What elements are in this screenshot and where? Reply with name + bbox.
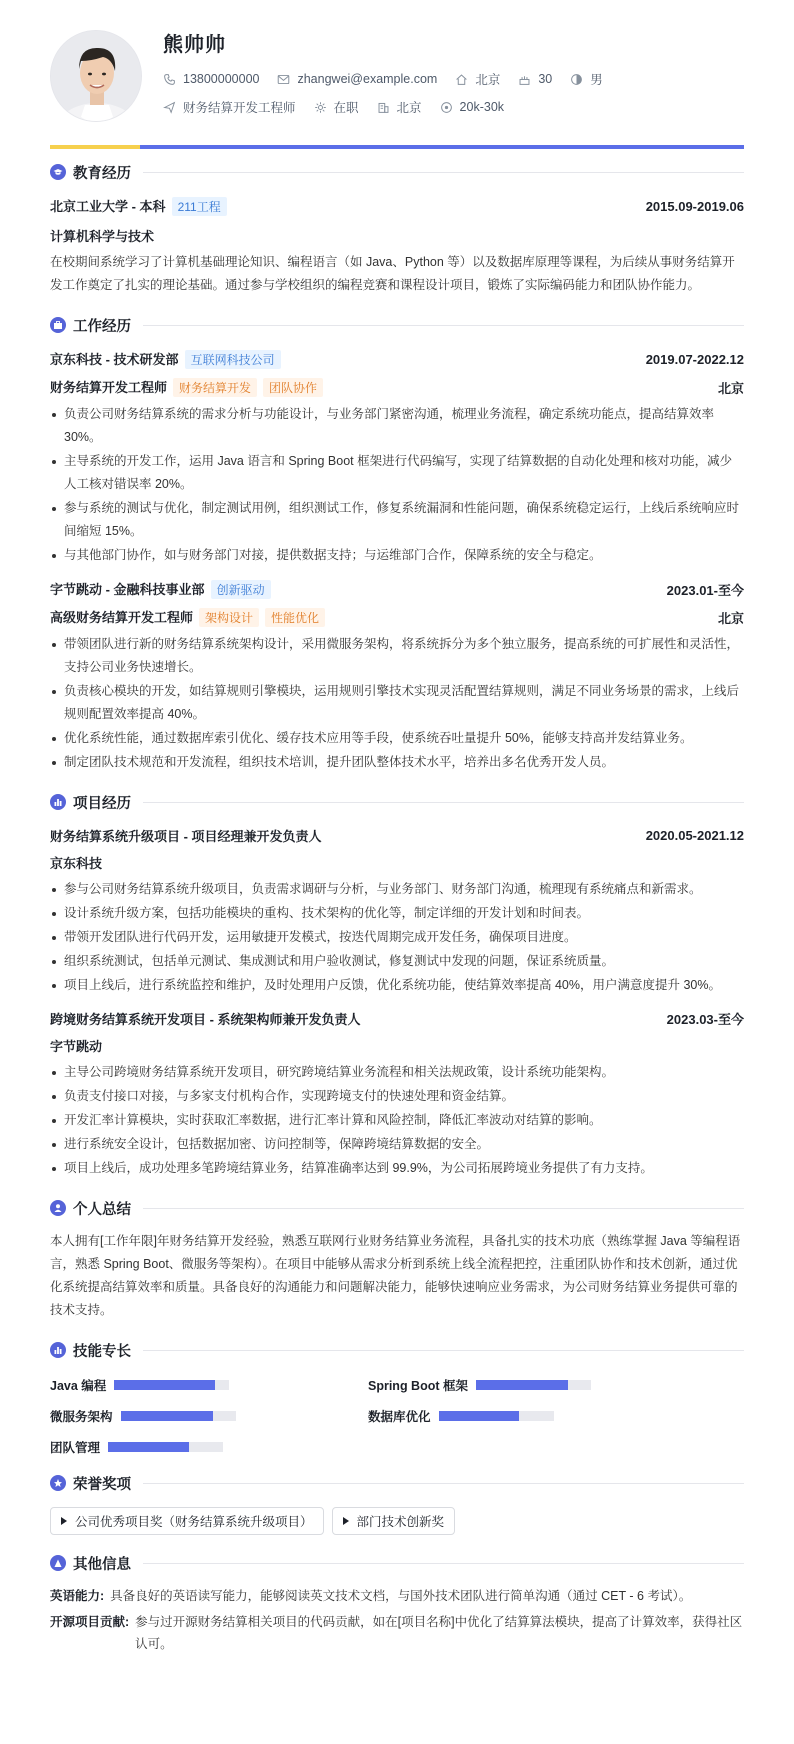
award-item <box>332 1507 456 1535</box>
work-date: 2023.01-至今 <box>666 582 744 598</box>
section-skills-title <box>50 1338 744 1362</box>
info-icon <box>50 1555 66 1571</box>
skill-label: 微服务架构 <box>50 1409 113 1424</box>
salary-text: 20k-30k <box>459 100 505 114</box>
skill-level-track <box>121 1411 236 1421</box>
education-header-row <box>50 196 744 216</box>
awards-list <box>50 1507 744 1535</box>
role-tag: 财务结算开发 <box>173 378 257 397</box>
status-text: 在职 <box>333 101 359 115</box>
award-label: 公司优秀项目奖（财务结算系统升级项目） <box>75 1515 313 1529</box>
summary-text: 本人拥有[工作年限]年财务结算开发经验，熟悉互联网行业财务结算业务流程，具备扎实的技术功底（熟练掌握 Java 等编程语言，熟悉 Spring Boot、微服务等架构）。在项目中能够从需求分析到系统上线全流程把控，注重团队协作和技术创新，通过优化系统提高结算效率和质量。具备良好的沟通能力和问题解决能力，能够快速响应业务需求，为公司财务结算业务提供可靠的技术支持。 <box>50 1234 741 1317</box>
work-date: 2019.07-2022.12 <box>645 351 744 367</box>
phone-text: 13800000000 <box>183 72 260 86</box>
project-org: 京东科技 <box>50 856 103 871</box>
section-label: 项目经历 <box>73 795 131 812</box>
section-divider <box>143 1350 744 1351</box>
work-company: 字节跳动 - 金融科技事业部 <box>50 582 205 597</box>
project-bullets <box>50 1061 744 1180</box>
other-info-label: 英语能力: <box>50 1589 105 1603</box>
work-entry <box>50 349 744 567</box>
education-school: 北京工业大学 - 本科 <box>50 199 166 214</box>
section-divider <box>143 172 744 173</box>
project-date: 2023.03-至今 <box>666 1012 744 1027</box>
other-info-text: 参与过开源财务结算相关项目的代码贡献，如在[项目名称]中优化了结算算法模块，提高了计算效率，获得社区认可。 <box>135 1615 743 1651</box>
project-header-row <box>50 826 744 845</box>
education-tag: 211工程 <box>172 197 227 216</box>
city-text: 北京 <box>475 73 501 87</box>
bullet-item: 开发汇率计算模块，实时获取汇率数据，进行汇率计算和风险控制，降低汇率波动对结算的影响。 <box>50 1109 744 1132</box>
award-item <box>50 1507 324 1535</box>
target-city-text: 北京 <box>396 101 422 115</box>
skill-level-track <box>114 1380 229 1390</box>
header-divider-bar <box>50 145 744 149</box>
project-title: 财务结算系统升级项目 - 项目经理兼开发负责人 <box>50 829 322 844</box>
contact-row <box>163 70 621 88</box>
briefcase-icon <box>50 317 66 333</box>
salary-item <box>440 100 504 114</box>
bullet-item: 参与公司财务结算系统升级项目，负责需求调研与分析，与业务部门、财务部门沟通，梳理现有系统痛点和新需求。 <box>50 878 744 901</box>
bullet-item: 负责公司财务结算系统的需求分析与功能设计，与业务部门紧密沟通，梳理业务流程，确定系统功能点，提高结算效率 30%。 <box>50 403 744 449</box>
phone-item <box>163 72 259 86</box>
work-bullets <box>50 633 744 774</box>
age-text: 30 <box>538 72 553 86</box>
bullet-item: 组织系统测试，包括单元测试、集成测试和用户验收测试，修复测试中发现的问题，保证系统质量。 <box>50 950 744 973</box>
section-divider <box>143 325 744 326</box>
bullet-item: 带领开发团队进行代码开发，运用敏捷开发模式，按迭代周期完成开发任务，确保项目进度。 <box>50 926 744 949</box>
bullet-item: 参与系统的测试与优化，制定测试用例，组织测试工作，修复系统漏洞和性能问题，确保系统稳定运行，上线后系统响应时间缩短 15%。 <box>50 497 744 543</box>
bullet-item: 进行系统安全设计，包括数据加密、访问控制等，保障跨境结算数据的安全。 <box>50 1133 744 1156</box>
education-description: 在校期间系统学习了计算机基础理论知识、编程语言（如 Java、Python 等）以及数据库原理等课程，为后续从事财务结算开发工作奠定了扎实的理论基础。通过参与学校组织的编程竞赛和课程设计项目，锻炼了实际编码能力和团队协作能力。 <box>50 255 735 292</box>
other-info-item <box>50 1585 744 1607</box>
section-work-title <box>50 313 744 337</box>
bullet-item: 负责核心模块的开发，如结算规则引擎模块，运用规则引擎技术实现灵活配置结算规则，满足不同业务场景的需求，上线后规则配置效率提高 40%。 <box>50 680 744 726</box>
section-label: 技能专长 <box>73 1343 131 1360</box>
skills-grid <box>50 1376 744 1455</box>
other-info-text: 具备良好的英语读写能力，能够阅读英文技术文档，与国外技术团队进行简单沟通（通过 CET - 6 考试）。 <box>110 1589 692 1603</box>
award-label: 部门技术创新奖 <box>356 1515 445 1529</box>
skill-level-fill <box>114 1380 215 1390</box>
bullet-item: 主导系统的开发工作，运用 Java 语言和 Spring Boot 框架进行代码编写，实现了结算数据的自动化处理和核对功能，减少人工核对错误率 20%。 <box>50 450 744 496</box>
skill-item <box>50 1438 368 1455</box>
section-label: 荣誉奖项 <box>73 1476 131 1493</box>
target-job-item <box>163 98 296 116</box>
skill-level-fill <box>439 1411 520 1421</box>
education-major: 计算机科学与技术 <box>50 229 155 244</box>
gender-text: 男 <box>590 73 603 87</box>
skill-label: Java 编程 <box>50 1378 107 1393</box>
project-entry <box>50 1009 744 1180</box>
other-info-list <box>50 1585 744 1655</box>
work-bullets <box>50 403 744 567</box>
project-title: 跨境财务结算系统开发项目 - 系统架构师兼开发负责人 <box>50 1012 361 1027</box>
send-icon <box>163 101 176 114</box>
section-projects-title <box>50 790 744 814</box>
section-other-title <box>50 1551 744 1575</box>
resume-header <box>50 0 744 150</box>
skill-level-track <box>439 1411 554 1421</box>
section-divider <box>143 1208 744 1209</box>
phone-icon <box>163 73 176 86</box>
education-date: 2015.09-2019.06 <box>645 198 744 214</box>
gender-icon <box>570 73 583 86</box>
role-tag: 性能优化 <box>265 608 325 627</box>
skill-level-fill <box>121 1411 213 1421</box>
work-location: 北京 <box>717 610 744 626</box>
target-city-item <box>377 98 422 116</box>
job-intent-row <box>163 98 522 116</box>
user-icon <box>50 1200 66 1216</box>
target-job-text: 财务结算开发工程师 <box>183 101 296 115</box>
work-company: 京东科技 - 技术研发部 <box>50 352 179 367</box>
candidate-name: 熊帅帅 <box>163 34 226 56</box>
section-label: 个人总结 <box>73 1201 131 1218</box>
section-summary-title <box>50 1196 744 1220</box>
skill-level-fill <box>476 1380 568 1390</box>
other-info-item <box>50 1611 744 1655</box>
bullet-item: 优化系统性能，通过数据库索引优化、缓存技术应用等手段，使系统吞吐量提升 50%，能够支持高并发结算业务。 <box>50 727 744 750</box>
work-entry <box>50 579 744 774</box>
bullet-item: 制定团队技术规范和开发流程，组织技术培训，提升团队整体技术水平，培养出多名优秀开发人员。 <box>50 751 744 774</box>
other-info-label: 开源项目贡献: <box>50 1615 130 1629</box>
bullet-item: 项目上线后，成功处理多笔跨境结算业务，结算准确率达到 99.9%，为公司拓展跨境业务提供了有力支持。 <box>50 1157 744 1180</box>
work-header-row <box>50 349 744 369</box>
work-role-row <box>50 377 744 397</box>
header-divider-accent <box>50 145 140 149</box>
skill-item <box>368 1376 686 1393</box>
bar-chart-icon <box>50 1342 66 1358</box>
section-label: 教育经历 <box>73 165 131 182</box>
project-org: 字节跳动 <box>50 1039 103 1054</box>
section-label: 其他信息 <box>73 1556 131 1573</box>
email-text: zhangwei@example.com <box>297 72 438 86</box>
skill-label: Spring Boot 框架 <box>368 1378 468 1393</box>
work-role-row <box>50 607 744 627</box>
skill-item <box>368 1407 686 1424</box>
gear-icon <box>314 101 327 114</box>
section-divider <box>143 1563 744 1564</box>
bullet-item: 设计系统升级方案，包括功能模块的重构、技术架构的优化等，制定详细的开发计划和时间表。 <box>50 902 744 925</box>
role-tag: 架构设计 <box>199 608 259 627</box>
work-header-row <box>50 579 744 599</box>
bullet-item: 主导公司跨境财务结算系统开发项目，研究跨境结算业务流程和相关法规政策，设计系统功能架构。 <box>50 1061 744 1084</box>
bullet-item: 项目上线后，进行系统监控和维护，及时处理用户反馈，优化系统功能，使结算效率提高 40%，用户满意度提升 30%。 <box>50 974 744 997</box>
work-role: 高级财务结算开发工程师 <box>50 610 194 625</box>
play-triangle-icon <box>61 1517 67 1525</box>
age-item <box>518 72 552 86</box>
email-item <box>277 72 437 86</box>
section-label: 工作经历 <box>73 318 131 335</box>
work-role: 财务结算开发工程师 <box>50 380 168 395</box>
project-bullets <box>50 878 744 997</box>
section-education-title <box>50 160 744 184</box>
section-awards-title <box>50 1471 744 1495</box>
project-date: 2020.05-2021.12 <box>645 828 744 843</box>
company-tag: 创新驱动 <box>211 580 271 599</box>
bar-chart-icon <box>50 794 66 810</box>
skill-level-fill <box>108 1442 189 1452</box>
section-divider <box>143 1483 744 1484</box>
skill-item <box>50 1407 368 1424</box>
status-item <box>314 98 359 116</box>
cake-icon <box>518 73 531 86</box>
work-location: 北京 <box>717 380 744 396</box>
bullet-item: 与其他部门协作，如与财务部门对接，提供数据支持；与运维部门合作，保障系统的安全与稳定。 <box>50 544 744 567</box>
play-triangle-icon <box>343 1517 349 1525</box>
skill-label: 团队管理 <box>50 1440 101 1455</box>
city-item <box>455 70 500 88</box>
skill-label: 数据库优化 <box>368 1409 431 1424</box>
gender-item <box>570 70 603 88</box>
bullet-item: 带领团队进行新的财务结算系统架构设计，采用微服务架构，将系统拆分为多个独立服务，提高系统的可扩展性和灵活性，支持公司业务快速增长。 <box>50 633 744 679</box>
email-icon <box>277 73 290 86</box>
building-icon <box>377 101 390 114</box>
section-divider <box>143 802 744 803</box>
coin-icon <box>440 101 453 114</box>
skill-level-track <box>476 1380 591 1390</box>
avatar-portrait-icon <box>51 31 142 122</box>
home-icon <box>455 73 468 86</box>
project-entry <box>50 826 744 997</box>
company-tag: 互联网科技公司 <box>185 350 281 369</box>
role-tag: 团队协作 <box>263 378 323 397</box>
skill-item <box>50 1376 368 1393</box>
graduation-cap-icon <box>50 164 66 180</box>
skill-level-track <box>108 1442 223 1452</box>
bullet-item: 负责支付接口对接，与多家支付机构合作，实现跨境支付的快速处理和资金结算。 <box>50 1085 744 1108</box>
project-header-row <box>50 1009 744 1028</box>
award-icon <box>50 1475 66 1491</box>
avatar <box>50 30 142 122</box>
